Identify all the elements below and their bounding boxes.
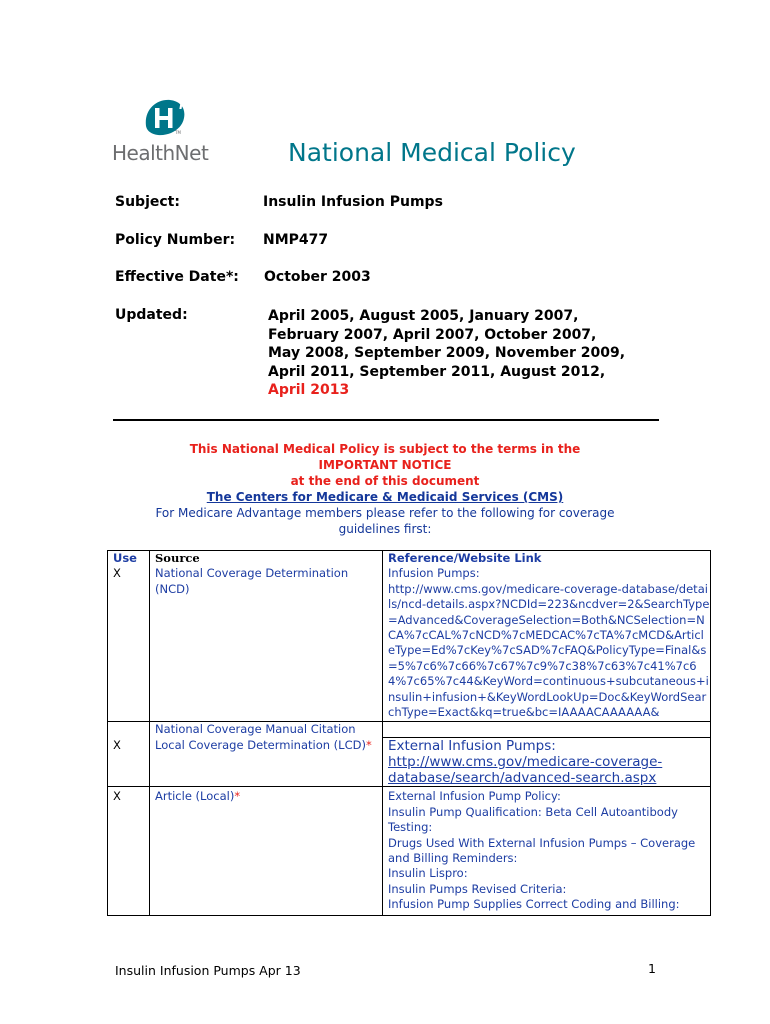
- use-cell: [108, 722, 150, 738]
- article-item[interactable]: Insulin Pump Qualification: Beta Cell Autoantibody Testing:: [388, 804, 678, 835]
- article-item[interactable]: Drugs Used With External Infusion Pumps – Coverage and Billing Reminders:: [388, 835, 696, 865]
- health-net-logo-mark-icon: [140, 96, 192, 138]
- table-header-row: [108, 551, 711, 567]
- reference-cell: [383, 566, 711, 722]
- page-title: National Medical Policy: [288, 138, 576, 167]
- updated-line: February 2007, April 2007, October 2007,: [268, 326, 597, 343]
- notice-line: This National Medical Policy is subject to the terms in the: [189, 442, 581, 456]
- notice-line: at the end of this document: [290, 474, 480, 488]
- footer-document-title: Insulin Infusion Pumps Apr 13: [115, 963, 301, 978]
- logo-wordmark: HealthNet: [112, 141, 209, 165]
- reference-title: External Infusion Pumps:: [388, 738, 556, 755]
- updated-line: April 2011, September 2011, August 2012,: [268, 363, 606, 380]
- effective-date-label: Effective Date*:: [115, 269, 239, 285]
- table-row: [108, 738, 711, 787]
- important-notice-heading: IMPORTANT NOTICE: [318, 458, 452, 472]
- svg-text:n: n: [179, 98, 188, 112]
- use-cell: X: [108, 787, 150, 915]
- reference-cell: [383, 787, 711, 915]
- subject-value: Insulin Infusion Pumps: [263, 194, 443, 210]
- reference-column-header: Reference/Website Link: [383, 551, 711, 567]
- article-item[interactable]: External Infusion Pump Policy:: [388, 789, 561, 804]
- updated-latest: April 2013: [268, 382, 350, 398]
- reference-table: [107, 550, 711, 916]
- reference-cell: [383, 738, 711, 787]
- cms-heading: The Centers for Medicare & Medicaid Services (CMS): [206, 490, 564, 504]
- source-cell: Article (Local)*: [150, 787, 383, 915]
- use-cell: X: [108, 738, 150, 787]
- table-row: [108, 787, 711, 915]
- article-item[interactable]: Infusion Pump Supplies Correct Coding and Billing:: [388, 897, 680, 912]
- lcd-search-link[interactable]: http://www.cms.gov/medicare-coverage-database/search/advanced-search.aspx: [388, 754, 663, 787]
- guideline-text: guidelines first:: [338, 522, 432, 536]
- use-cell: X: [108, 566, 150, 722]
- effective-date-value: October 2003: [264, 269, 371, 285]
- article-item[interactable]: Insulin Pumps Revised Criteria:: [388, 881, 567, 896]
- reference-cell: [383, 722, 711, 738]
- updated-line: May 2008, September 2009, November 2009,: [268, 345, 626, 361]
- health-net-logo: [112, 96, 230, 168]
- reference-title: Infusion Pumps:: [388, 566, 480, 581]
- updated-dates: [268, 307, 625, 400]
- divider: [113, 419, 659, 421]
- table-row: [108, 566, 711, 722]
- source-cell: National Coverage Manual Citation: [150, 722, 383, 738]
- updated-line: April 2005, August 2005, January 2007,: [268, 308, 579, 324]
- article-item[interactable]: Insulin Lispro:: [388, 866, 468, 881]
- updated-label: Updated:: [115, 307, 188, 323]
- svg-text:TM: TM: [175, 130, 181, 135]
- table-row: [108, 722, 711, 738]
- source-cell: Local Coverage Determination (LCD)*: [150, 738, 383, 787]
- guideline-text: For Medicare Advantage members please refer to the following for coverage: [155, 506, 615, 520]
- use-column-header: Use: [108, 551, 150, 567]
- page-number: 1: [648, 961, 656, 976]
- subject-label: Subject:: [115, 194, 180, 210]
- policy-number-label: Policy Number:: [115, 232, 236, 248]
- source-column-header: Source: [155, 551, 200, 565]
- policy-number-value: NMP477: [263, 232, 329, 248]
- source-cell: National Coverage Determination (NCD): [150, 566, 383, 722]
- ncd-link[interactable]: http://www.cms.gov/medicare-coverage-database/details/ncd-details.aspx?NCDId=223&ncdver=2&SearchType=Advanced&CoverageSelection=Both&NCSelection=NCA%7cCAL%7cNCD%7cMEDCAC%7cTA%7cMCD&ArticleType=Ed%7cKey%7cSAD%7cFAQ&PolicyType=Final&s=5%7c6%7c66%7c67%7c9%7c38%7c63%7c41%7c64%7c65%7c44&KeyWord=continuous+subcutaneous+insulin+infusion+&KeyWordLookUp=Doc&KeyWordSearchType=Exact&kq=true&bc=IAAAACAAAAAA&: [388, 581, 710, 720]
